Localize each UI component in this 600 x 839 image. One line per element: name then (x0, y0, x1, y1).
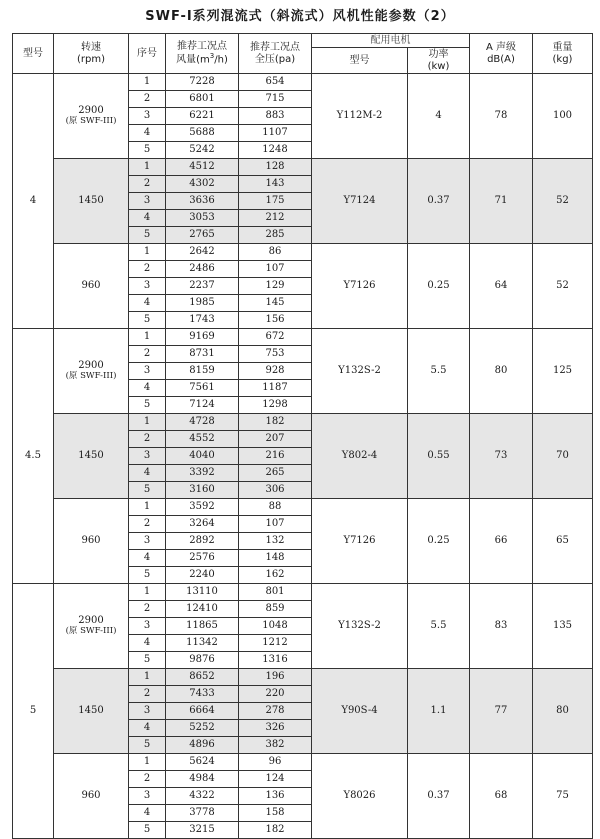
speed-value: 960 (81, 280, 101, 292)
model-cell: 4.5 (13, 329, 54, 584)
flow-cell: 13110 (166, 584, 239, 601)
header-pressure-label: 推荐工况点 (250, 42, 300, 53)
header-noise-unit: dB(A) (487, 53, 515, 65)
header-noise-label: A 声级 (485, 42, 517, 53)
seq-cell: 1 (129, 414, 166, 431)
flow-cell: 2486 (166, 261, 239, 278)
noise-cell: 64 (470, 244, 533, 329)
motor-power-cell: 0.37 (408, 754, 470, 839)
weight-cell: 52 (533, 244, 593, 329)
motor-power-cell: 5.5 (408, 329, 470, 414)
speed-value: 1450 (78, 450, 104, 462)
seq-cell: 1 (129, 584, 166, 601)
flow-cell: 6801 (166, 91, 239, 108)
header-motor-power (408, 48, 470, 74)
flow-cell: 4552 (166, 431, 239, 448)
pressure-cell: 382 (239, 737, 312, 754)
seq-cell: 5 (129, 312, 166, 329)
flow-cell: 3636 (166, 193, 239, 210)
table-row (13, 754, 593, 771)
seq-cell: 1 (129, 159, 166, 176)
flow-cell: 4302 (166, 176, 239, 193)
motor-model-cell: Y112M-2 (312, 74, 408, 159)
flow-cell: 2237 (166, 278, 239, 295)
flow-cell: 4896 (166, 737, 239, 754)
motor-power-cell: 0.25 (408, 499, 470, 584)
seq-cell: 1 (129, 754, 166, 771)
model-cell: 5 (13, 584, 54, 839)
speed-cell (54, 499, 129, 584)
flow-cell: 7561 (166, 380, 239, 397)
pressure-cell: 1212 (239, 635, 312, 652)
seq-cell: 2 (129, 346, 166, 363)
pressure-cell: 162 (239, 567, 312, 584)
pressure-cell: 1048 (239, 618, 312, 635)
pressure-cell: 129 (239, 278, 312, 295)
table-row (13, 669, 593, 686)
flow-cell: 1743 (166, 312, 239, 329)
pressure-cell: 265 (239, 465, 312, 482)
pressure-cell: 145 (239, 295, 312, 312)
flow-cell: 8159 (166, 363, 239, 380)
seq-cell: 2 (129, 91, 166, 108)
weight-cell: 75 (533, 754, 593, 839)
pressure-cell: 801 (239, 584, 312, 601)
pressure-cell: 148 (239, 550, 312, 567)
pressure-cell: 753 (239, 346, 312, 363)
weight-cell: 65 (533, 499, 593, 584)
header-flow-unit-suffix: /h) (214, 54, 228, 66)
pressure-cell: 928 (239, 363, 312, 380)
pressure-cell: 182 (239, 822, 312, 839)
seq-cell: 1 (129, 669, 166, 686)
pressure-cell: 1107 (239, 125, 312, 142)
noise-cell: 66 (470, 499, 533, 584)
motor-power-cell: 0.55 (408, 414, 470, 499)
header-speed-unit: (rpm) (76, 53, 105, 65)
noise-cell: 68 (470, 754, 533, 839)
flow-cell: 11865 (166, 618, 239, 635)
flow-cell: 3053 (166, 210, 239, 227)
seq-cell: 2 (129, 686, 166, 703)
flow-cell: 4984 (166, 771, 239, 788)
table-row (13, 329, 593, 346)
pressure-cell: 107 (239, 516, 312, 533)
speed-note: (原 SWF-III) (65, 115, 117, 126)
seq-cell: 2 (129, 176, 166, 193)
speed-value: 960 (81, 790, 101, 802)
motor-power-cell: 1.1 (408, 669, 470, 754)
seq-cell: 4 (129, 805, 166, 822)
pressure-cell: 216 (239, 448, 312, 465)
pressure-cell: 86 (239, 244, 312, 261)
pressure-cell: 132 (239, 533, 312, 550)
flow-cell: 4322 (166, 788, 239, 805)
flow-cell: 9876 (166, 652, 239, 669)
pressure-cell: 212 (239, 210, 312, 227)
header-seq: 序号 (129, 34, 166, 74)
seq-cell: 2 (129, 601, 166, 618)
table-header (13, 34, 593, 74)
noise-cell: 71 (470, 159, 533, 244)
seq-cell: 5 (129, 737, 166, 754)
flow-cell: 3160 (166, 482, 239, 499)
page-title: SWF-Ⅰ系列混流式（斜流式）风机性能参数（2） (145, 9, 455, 24)
speed-value: 1450 (78, 705, 104, 717)
seq-cell: 4 (129, 210, 166, 227)
speed-cell (54, 74, 129, 159)
motor-model-cell: Y132S-2 (312, 329, 408, 414)
seq-cell: 4 (129, 550, 166, 567)
pressure-cell: 285 (239, 227, 312, 244)
speed-value: 2900 (78, 615, 104, 627)
speed-note: (原 SWF-III) (65, 370, 117, 381)
seq-cell: 5 (129, 397, 166, 414)
flow-cell: 6664 (166, 703, 239, 720)
header-noise (470, 34, 533, 74)
speed-cell (54, 669, 129, 754)
motor-model-cell: Y90S-4 (312, 669, 408, 754)
header-weight-unit: (kg) (552, 53, 573, 65)
header-motor-model: 型号 (312, 48, 408, 74)
flow-cell: 4728 (166, 414, 239, 431)
pressure-cell: 196 (239, 669, 312, 686)
header-motor-power-label: 功率 (428, 49, 449, 60)
motor-model-cell: Y7124 (312, 159, 408, 244)
pressure-cell: 107 (239, 261, 312, 278)
header-flow-label: 推荐工况点 (177, 40, 227, 52)
flow-cell: 7124 (166, 397, 239, 414)
motor-model-cell: Y7126 (312, 499, 408, 584)
seq-cell: 3 (129, 448, 166, 465)
seq-cell: 1 (129, 74, 166, 91)
header-motor-power-unit: (kw) (427, 60, 450, 72)
speed-value: 960 (81, 535, 101, 547)
pressure-cell: 326 (239, 720, 312, 737)
pressure-cell: 128 (239, 159, 312, 176)
pressure-cell: 672 (239, 329, 312, 346)
seq-cell: 2 (129, 516, 166, 533)
flow-cell: 3592 (166, 499, 239, 516)
speed-note: (原 SWF-III) (65, 625, 117, 636)
pressure-cell: 306 (239, 482, 312, 499)
header-motor-group: 配用电机 (312, 34, 470, 48)
flow-cell: 3778 (166, 805, 239, 822)
seq-cell: 3 (129, 278, 166, 295)
flow-cell: 1985 (166, 295, 239, 312)
noise-cell: 80 (470, 329, 533, 414)
motor-model-cell: Y8026 (312, 754, 408, 839)
table-row (13, 244, 593, 261)
flow-cell: 2576 (166, 550, 239, 567)
weight-cell: 100 (533, 74, 593, 159)
weight-cell: 52 (533, 159, 593, 244)
pressure-cell: 124 (239, 771, 312, 788)
seq-cell: 4 (129, 380, 166, 397)
pressure-cell: 182 (239, 414, 312, 431)
seq-cell: 4 (129, 295, 166, 312)
pressure-cell: 715 (239, 91, 312, 108)
weight-cell: 135 (533, 584, 593, 669)
pressure-cell: 1298 (239, 397, 312, 414)
table-row (13, 414, 593, 431)
seq-cell: 2 (129, 771, 166, 788)
weight-cell: 125 (533, 329, 593, 414)
seq-cell: 3 (129, 618, 166, 635)
header-flow-unit-sup: 3 (209, 52, 215, 61)
pressure-cell: 1248 (239, 142, 312, 159)
seq-cell: 3 (129, 533, 166, 550)
pressure-cell: 156 (239, 312, 312, 329)
flow-cell: 12410 (166, 601, 239, 618)
seq-cell: 4 (129, 720, 166, 737)
motor-power-cell: 0.37 (408, 159, 470, 244)
flow-cell: 2892 (166, 533, 239, 550)
motor-model-cell: Y7126 (312, 244, 408, 329)
flow-cell: 5624 (166, 754, 239, 771)
flow-cell: 9169 (166, 329, 239, 346)
flow-cell: 2642 (166, 244, 239, 261)
seq-cell: 1 (129, 244, 166, 261)
flow-cell: 8652 (166, 669, 239, 686)
seq-cell: 4 (129, 635, 166, 652)
table-row (13, 74, 593, 91)
seq-cell: 3 (129, 363, 166, 380)
seq-cell: 4 (129, 125, 166, 142)
motor-power-cell: 0.25 (408, 244, 470, 329)
flow-cell: 4040 (166, 448, 239, 465)
pressure-cell: 278 (239, 703, 312, 720)
seq-cell: 3 (129, 703, 166, 720)
noise-cell: 78 (470, 74, 533, 159)
speed-value: 1450 (78, 195, 104, 207)
weight-cell: 70 (533, 414, 593, 499)
speed-cell (54, 159, 129, 244)
seq-cell: 3 (129, 108, 166, 125)
pressure-cell: 175 (239, 193, 312, 210)
seq-cell: 1 (129, 499, 166, 516)
table-row (13, 584, 593, 601)
header-flow-unit-prefix: 风量(m (176, 54, 210, 66)
motor-power-cell: 4 (408, 74, 470, 159)
seq-cell: 5 (129, 142, 166, 159)
flow-cell: 4512 (166, 159, 239, 176)
speed-value: 2900 (78, 105, 104, 117)
table-body (13, 74, 593, 839)
flow-cell: 3215 (166, 822, 239, 839)
header-flow (166, 34, 239, 74)
header-weight-label: 重量 (552, 42, 573, 53)
motor-power-cell: 5.5 (408, 584, 470, 669)
pressure-cell: 220 (239, 686, 312, 703)
flow-cell: 6221 (166, 108, 239, 125)
flow-cell: 3264 (166, 516, 239, 533)
flow-cell: 3392 (166, 465, 239, 482)
pressure-cell: 859 (239, 601, 312, 618)
pressure-cell: 136 (239, 788, 312, 805)
pressure-cell: 883 (239, 108, 312, 125)
flow-cell: 8731 (166, 346, 239, 363)
seq-cell: 3 (129, 788, 166, 805)
speed-cell (54, 584, 129, 669)
performance-table (12, 33, 593, 839)
header-pressure (239, 34, 312, 74)
speed-cell (54, 329, 129, 414)
seq-cell: 2 (129, 431, 166, 448)
noise-cell: 77 (470, 669, 533, 754)
weight-cell: 80 (533, 669, 593, 754)
pressure-cell: 207 (239, 431, 312, 448)
header-weight (533, 34, 593, 74)
noise-cell: 83 (470, 584, 533, 669)
motor-model-cell: Y132S-2 (312, 584, 408, 669)
speed-value: 2900 (78, 360, 104, 372)
seq-cell: 1 (129, 329, 166, 346)
flow-cell: 5688 (166, 125, 239, 142)
seq-cell: 2 (129, 261, 166, 278)
table-row (13, 159, 593, 176)
speed-cell (54, 754, 129, 839)
flow-cell: 7433 (166, 686, 239, 703)
header-speed (54, 34, 129, 74)
table-row (13, 499, 593, 516)
pressure-cell: 654 (239, 74, 312, 91)
pressure-cell: 1316 (239, 652, 312, 669)
flow-cell: 5242 (166, 142, 239, 159)
seq-cell: 4 (129, 465, 166, 482)
header-speed-label: 转速 (81, 42, 101, 53)
flow-cell: 2765 (166, 227, 239, 244)
pressure-cell: 158 (239, 805, 312, 822)
pressure-cell: 88 (239, 499, 312, 516)
speed-cell (54, 244, 129, 329)
pressure-cell: 1187 (239, 380, 312, 397)
noise-cell: 73 (470, 414, 533, 499)
seq-cell: 5 (129, 482, 166, 499)
model-cell: 4 (13, 74, 54, 329)
pressure-cell: 143 (239, 176, 312, 193)
flow-cell: 5252 (166, 720, 239, 737)
seq-cell: 5 (129, 822, 166, 839)
seq-cell: 5 (129, 652, 166, 669)
speed-cell (54, 414, 129, 499)
seq-cell: 3 (129, 193, 166, 210)
flow-cell: 2240 (166, 567, 239, 584)
header-model: 型号 (13, 34, 54, 74)
flow-cell: 7228 (166, 74, 239, 91)
pressure-cell: 96 (239, 754, 312, 771)
motor-model-cell: Y802-4 (312, 414, 408, 499)
seq-cell: 5 (129, 567, 166, 584)
flow-cell: 11342 (166, 635, 239, 652)
seq-cell: 5 (129, 227, 166, 244)
header-pressure-unit: 全压(pa) (254, 53, 296, 65)
